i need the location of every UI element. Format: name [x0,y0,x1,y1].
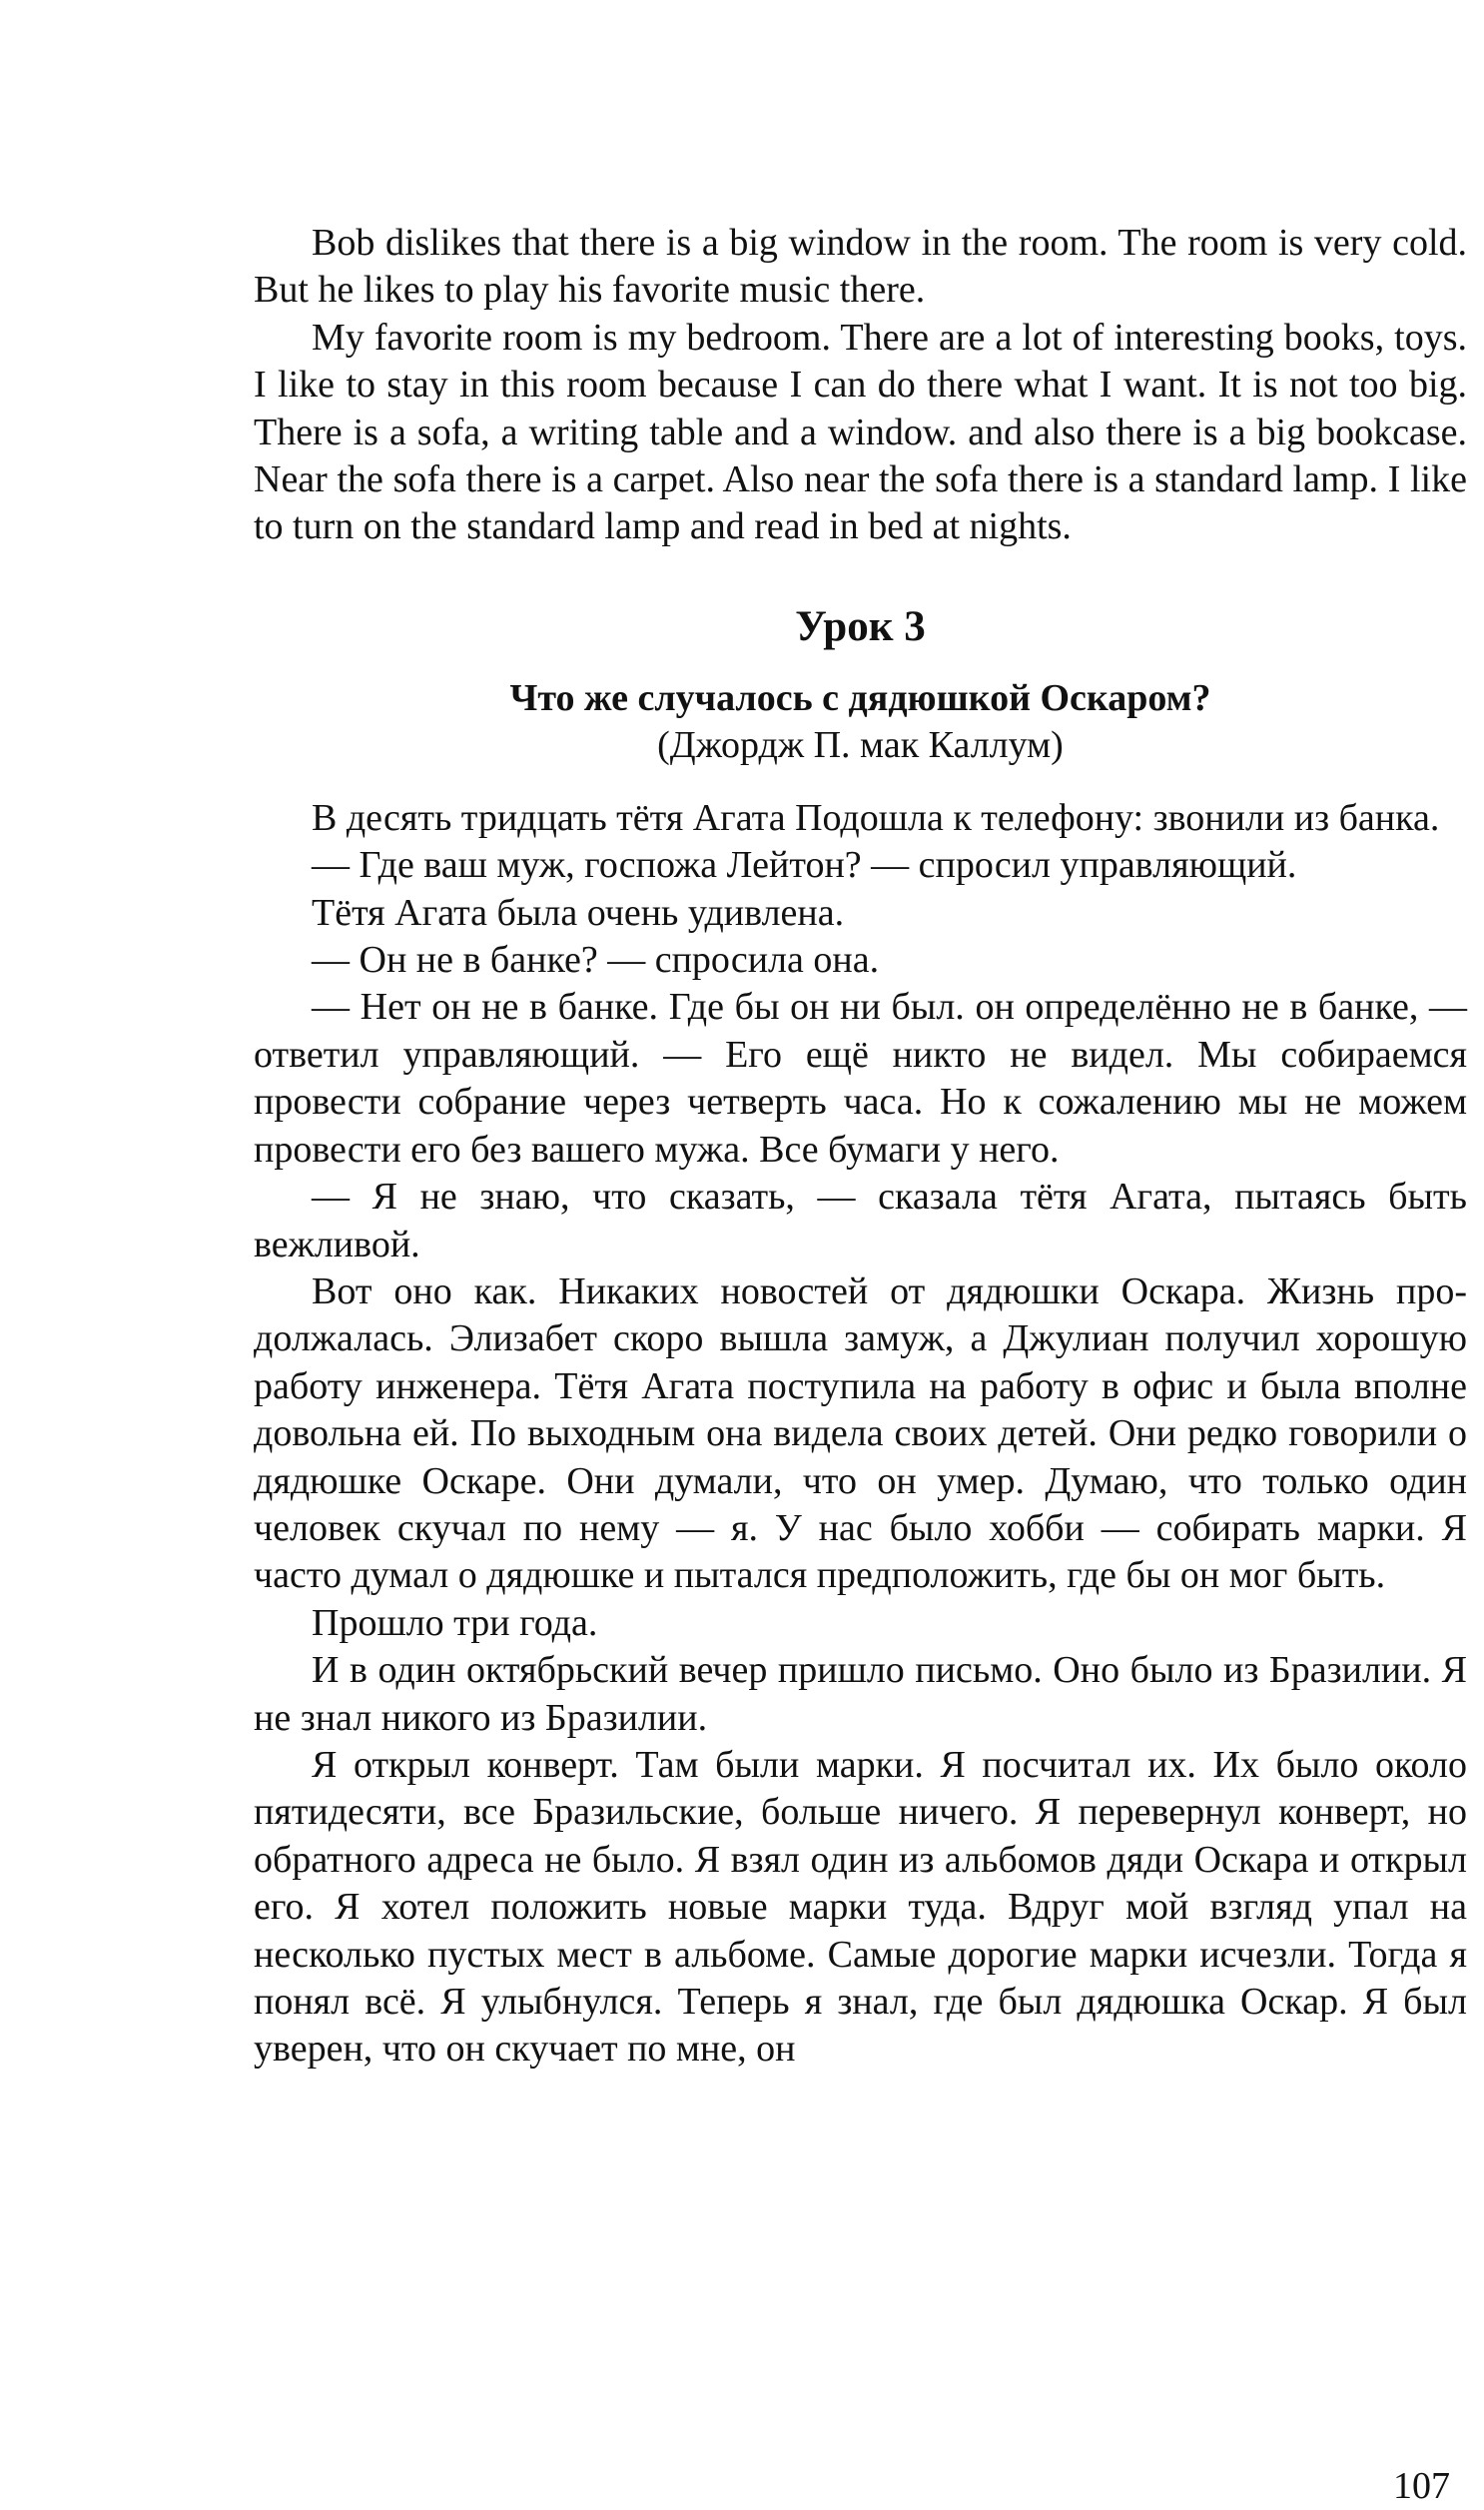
paragraph: — Он не в банке? — спросила она. [312,939,880,982]
paragraph: Вот оно как. Никаких новостей от дядюшки Оскара. Жизнь продолжалась. Элизабет скоро вышла замуж, а Джулиан получил хорошую работу инженера. Тётя Агата поступила на работу в офис и была вполне довольна ей. По выходным она видела своих детей. Они редко говорили о дядюшке Оскаре. Они думали, что он умер. Думаю, что только один человек скучал по нему — я. У нас было хобби — собирать марки. Я часто думал о дядюшке и пытался предположить, где бы он мог быть. [254,1269,1467,1597]
paragraph: — Нет он не в банке. Где бы он ни был. он определённо не в банке, — ответил управляющий. — Его ещё никто не видел. Мы собираемся провести собрание через четверть часа. Но к сожалению мы не можем провести его без вашего мужа. Все бумаги у него. [254,986,1467,1171]
paragraph: Bob dislikes that there is a big window in the room. The room is very cold. But he likes to play his favorite music there. [254,222,1467,312]
paragraph: My favorite room is my bedroom. There are a lot of interesting books, toys. I like to stay in this room because I can do there what I want. It is not too big. There is a sofa, a writing table and a window. and also there is a big bookcase. Near the sofa there is a carpet. Also near the sofa there is a standard lamp. I like to turn on the standard lamp and read in bed at nights. [254,316,1467,548]
paragraph: Тётя Агата была очень удивлена. [312,891,845,934]
paragraph: Прошло три года. [312,1601,598,1644]
lesson-title: Урок 3 [795,602,926,650]
story-title: Что же случалось с дядюшкой Оскаром? [509,676,1211,719]
paragraph: И в один октябрьский вечер пришло письмо. Оно было из Бразилии. Я не знал никого из Бразилии. [254,1649,1467,1739]
story-author: (Джордж П. мак Каллум) [657,723,1064,766]
paragraph: В десять тридцать тётя Агата Подошла к телефону: звонили из банка. [312,796,1440,839]
page-body [254,220,1467,2507]
paragraph: — Где ваш муж, госпожа Лейтон? — спросил управляющий. [312,844,1297,887]
paragraph: — Я не знаю, что сказать, — сказала тётя Агата, пытаясь быть вежливой. [254,1176,1467,1265]
page-number: 107 [1393,2465,1450,2507]
paragraph: Я открыл конверт. Там были марки. Я посчитал их. Их было около пятидесяти, все Бразильские, больше ничего. Я перевернул конверт, но обратного адреса не было. Я взял один из альбомов дяди Оскара и открыл его. Я хотел положить новые марки туда. Вдруг мой взгляд упал на несколько пустых мест в альбоме. Самые дорогие марки исчезли. Тогда я понял всё. Я улыбнулся. Теперь я знал, где был дядюшка Оскар. Я был уверен, что он скучает по мне, он [254,1743,1467,2071]
